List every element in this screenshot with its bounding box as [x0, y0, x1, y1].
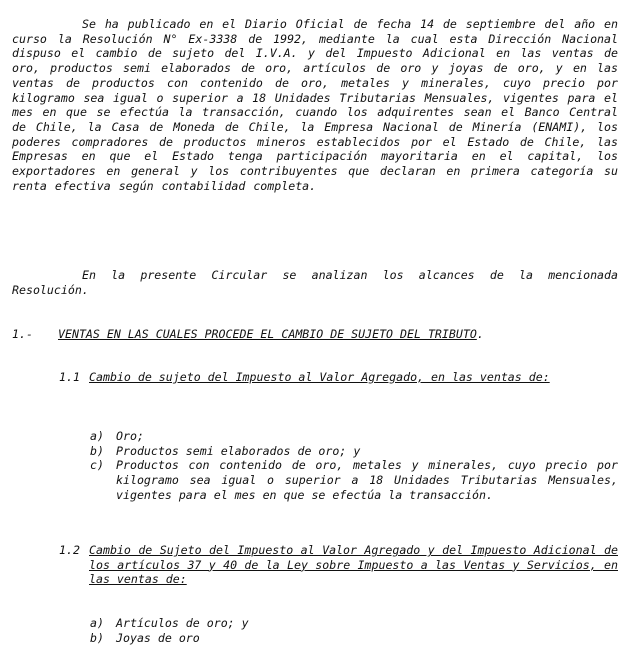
- section-heading: [12, 327, 618, 342]
- list-item-label: c): [90, 458, 104, 473]
- section-number: 1.-: [12, 327, 33, 341]
- subsection-1-2-number: 1.2: [59, 543, 80, 557]
- list-item-text: Oro;: [116, 429, 144, 443]
- list-item-text: Artículos de oro; y: [116, 616, 249, 630]
- list-item: [90, 444, 618, 459]
- section-title-period: .: [476, 327, 484, 341]
- subsection-1-2-title: Cambio de Sujeto del Impuesto al Valor Agregado y del Impuesto Adicional de los artículos 37 y 40 de la Ley sobre Impuesto a las Ventas y Servicios, en las ventas de:: [89, 543, 618, 587]
- subsection-1-2-list: [90, 616, 618, 645]
- list-item-label: b): [90, 630, 104, 645]
- list-item: [90, 458, 618, 502]
- intro-paragraph: [12, 17, 618, 193]
- section-title: VENTAS EN LAS CUALES PROCEDE EL CAMBIO DE SUJETO DEL TRIBUTO: [58, 327, 477, 341]
- subsection-1-1-title: Cambio de sujeto del Impuesto al Valor Agregado, en las ventas de:: [89, 370, 550, 384]
- list-item-text: Joyas de oro: [116, 630, 200, 645]
- list-item: [90, 429, 618, 444]
- subsection-1-1: [59, 370, 618, 385]
- subsection-1-1-list: [90, 429, 618, 503]
- circular-paragraph: [12, 268, 618, 297]
- circular-paragraph-text: En la presente Circular se analizan los alcances de la mencionada Resolución.: [12, 268, 618, 297]
- list-item-text: Productos con contenido de oro, metales y minerales, cuyo precio por kilogramo sea igual o superior a 18 Unidades Tributarias Mensuales, vigentes para el mes en que se efectúa la transacción.: [116, 458, 618, 502]
- list-item-text: Productos semi elaborados de oro; y: [116, 443, 361, 458]
- subsection-1-1-number: 1.1: [59, 370, 80, 384]
- list-item: [90, 616, 618, 631]
- list-item-label: a): [90, 616, 104, 630]
- subsection-1-2: [59, 543, 618, 587]
- list-item: [90, 631, 618, 646]
- intro-paragraph-text: Se ha publicado en el Diario Oficial de fecha 14 de septiembre del año en curso la Resolución N° Ex-3338 de 1992, mediante la cual esta Dirección Nacional dispuso el cambio de sujeto del I.V.A. y del Impuesto Adicional en las ventas de oro, productos semi elaborados de oro, artículos de oro y joyas de oro, y en las ventas de productos con contenido de oro, metales y minerales, cuyo precio por kilogramo sea igual o superior a 18 Unidades Tributarias Mensuales, vigentes para el mes en que se efectúa la transacción, cuando los adquirentes sean el Banco Central de Chile, la Casa de Moneda de Chile, la Empresa Nacional de Minería (ENAMI), los poderes compradores de productos mineros establecidos por el Estado de Chile, las Empresas en que el Estado tenga participación mayoritaria en el capital, los exportadores en general y los contribuyentes que declaran en primera categoría su renta efectiva según contabilidad completa.: [12, 17, 618, 193]
- list-item-label: b): [90, 443, 104, 458]
- list-item-label: a): [90, 429, 104, 443]
